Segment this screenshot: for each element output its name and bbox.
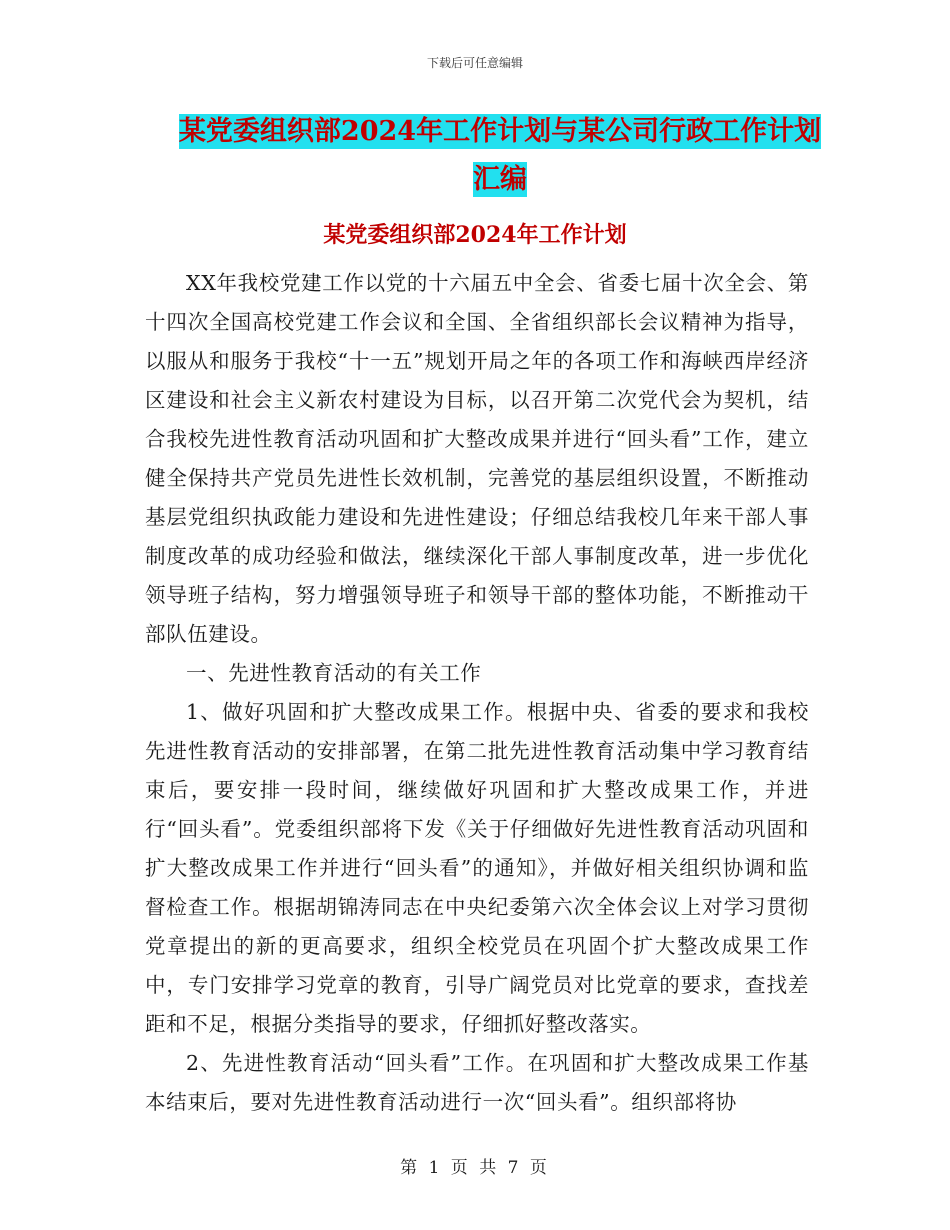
document-title-line-1: 某党委组织部2024年工作计划与某公司行政工作计划 <box>178 116 822 147</box>
header-note: 下载后可任意编辑 <box>426 56 523 70</box>
document-title-line-2: 汇编 <box>473 164 527 195</box>
paragraph-heading-1: 一、先进性教育活动的有关工作 <box>186 661 482 685</box>
document-title <box>150 108 850 204</box>
paragraph-item-2: 2、先进性教育活动“回头看”工作。在巩固和扩大整改成果工作基本结束后，要对先进性教育活动进行一次“回头看”。组织部将协 <box>145 1051 809 1114</box>
paragraph-intro: XX年我校党建工作以党的十六届五中全会、省委七届十次全会、第十四次全国高校党建工作会议和全国、全省组织部长会议精神为指导，以服从和服务于我校“十一五”规划开局之年的各项工作和海峡西岸经济区建设和社会主义新农村建设为目标，以召开第二次党代会为契机，结合我校先进性教育活动巩固和扩大整改成果并进行“回头看”工作，建立健全保持共产党员先进性长效机制，完善党的基层组织设置，不断推动基层党组织执政能力建设和先进性建设；仔细总结我校几年来干部人事制度改革的成功经验和做法，继续深化干部人事制度改革，进一步优化领导班子结构，努力增强领导班子和领导干部的整体功能，不断推动干部队伍建设。 <box>145 271 809 646</box>
paragraph-item-1: 1、做好巩固和扩大整改成果工作。根据中央、省委的要求和我校先进性教育活动的安排部署，在第二批先进性教育活动集中学习教育结束后，要安排一段时间，继续做好巩固和扩大整改成果工作，并进行“回头看”。党委组织部将下发《关于仔细做好先进性教育活动巩固和扩大整改成果工作并进行“回头看”的通知》，并做好相关组织协调和监督检查工作。根据胡锦涛同志在中央纪委第六次全体会议上对学习贯彻党章提出的新的更高要求，组织全校党员在巩固个扩大整改成果工作中，专门安排学习党章的教育，引导广阔党员对比党章的要求，查找差距和不足，根据分类指导的要求，仔细抓好整改落实。 <box>145 700 809 1036</box>
section-title: 某党委组织部2024年工作计划 <box>323 222 627 248</box>
document-body <box>145 264 809 1122</box>
page-number: 第 1 页 共 7 页 <box>400 1158 550 1178</box>
